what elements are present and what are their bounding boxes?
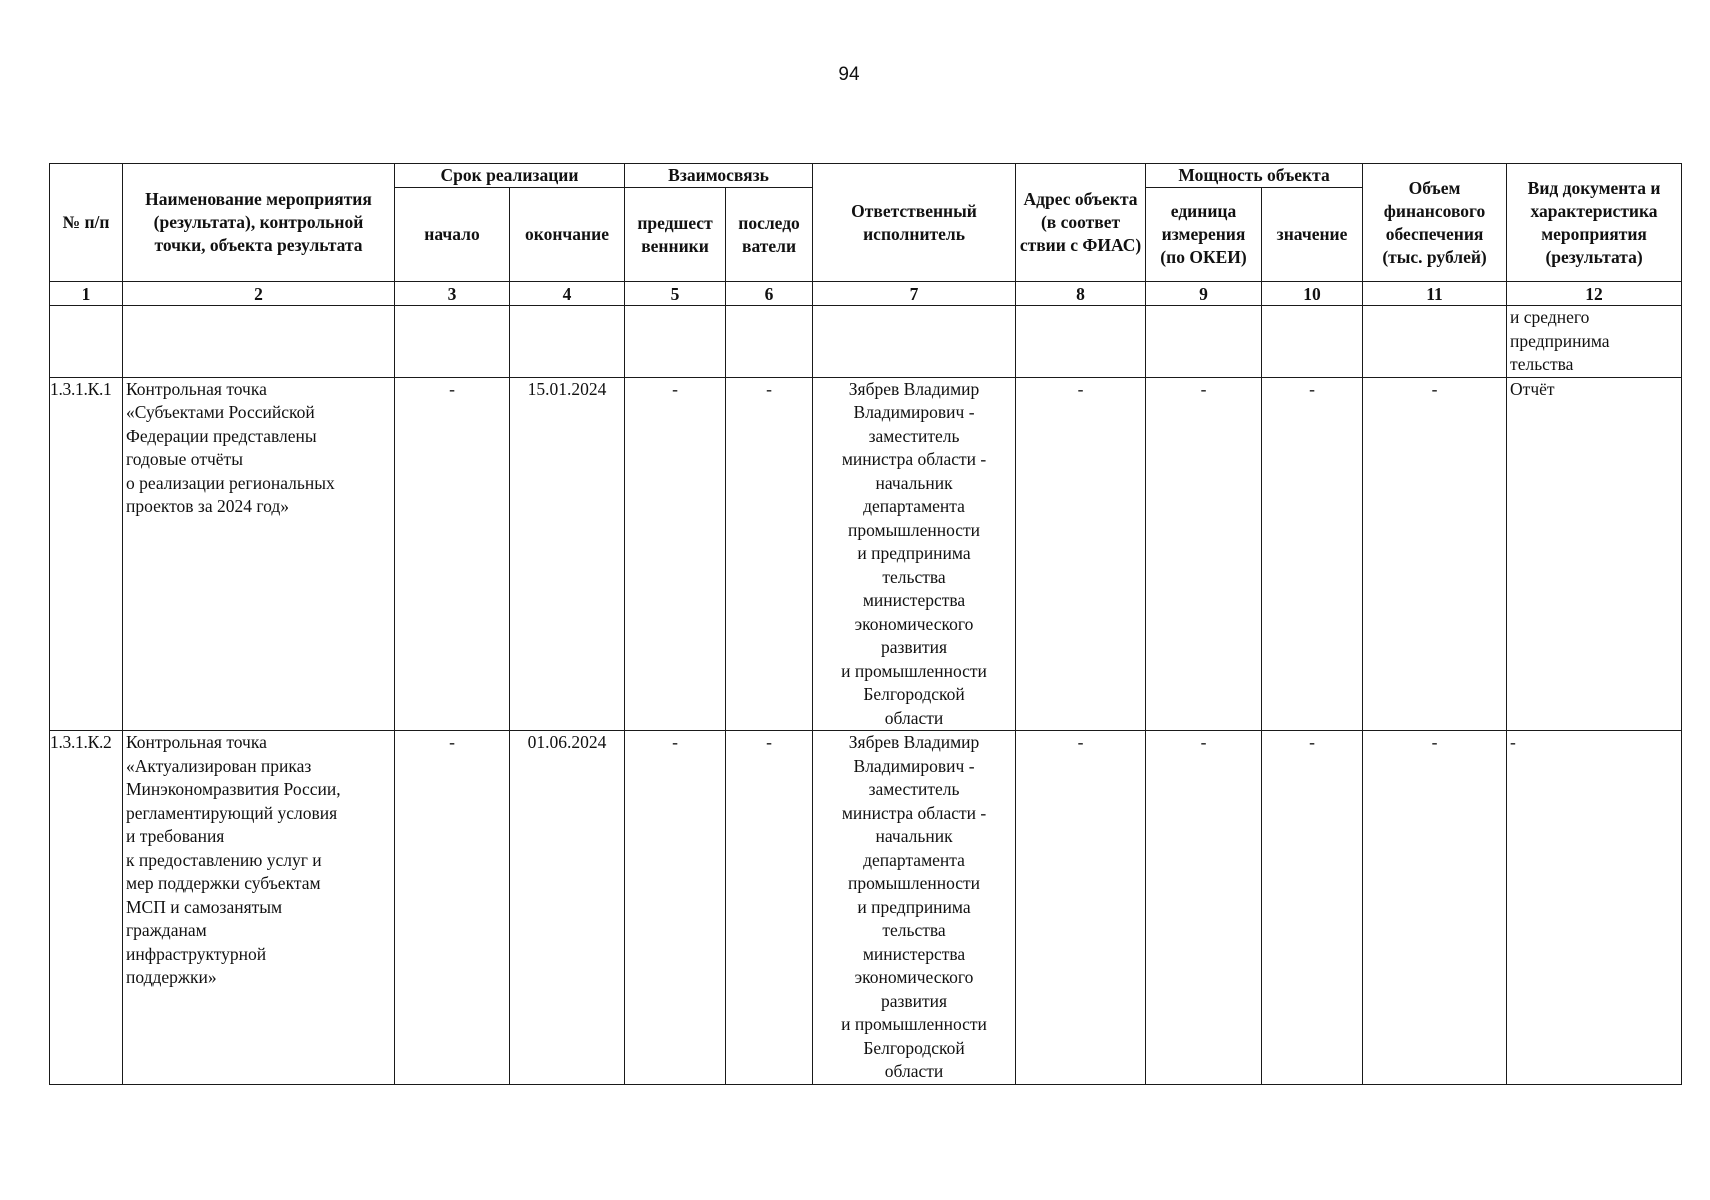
row-name: Контрольная точка «Актуализирован приказ Минэкономразвития России, регламентирующий условия и требования к предоставлению услуг и мер поддержки субъектам МСП и самозанятым гражданам инфраструктурной поддержки» bbox=[123, 731, 395, 1085]
row-start: - bbox=[395, 731, 510, 1085]
row-value: - bbox=[1262, 731, 1363, 1085]
table-header bbox=[50, 164, 1682, 306]
continuation-row bbox=[50, 306, 1682, 378]
header-responsible: Ответственный исполнитель bbox=[813, 164, 1016, 282]
column-number: 8 bbox=[1016, 282, 1146, 306]
header-name: Наименование мероприятия (результата), контрольной точки, объекта результата bbox=[123, 164, 395, 282]
continuation-doc-cell: и среднего предпринима тельства bbox=[1507, 306, 1682, 378]
row-doc-type: - bbox=[1507, 731, 1682, 1085]
column-number: 3 bbox=[395, 282, 510, 306]
header-number: № п/п bbox=[50, 164, 123, 282]
plan-table bbox=[49, 163, 1682, 1085]
row-responsible: Зябрев Владимир Владимирович - заместитель министра области - начальник департамента промышленности и предпринима тельства министерства экономического развития и промышленности Белгородской области bbox=[813, 731, 1016, 1085]
header-link-group: Взаимосвязь bbox=[625, 164, 813, 188]
row-finance: - bbox=[1363, 731, 1507, 1085]
row-finance: - bbox=[1363, 377, 1507, 731]
header-value: значение bbox=[1262, 188, 1363, 282]
column-number: 5 bbox=[625, 282, 726, 306]
row-responsible: Зябрев Владимир Владимирович - заместитель министра области - начальник департамента промышленности и предпринима тельства министерства экономического развития и промышленности Белгородской области bbox=[813, 377, 1016, 731]
page-number: 94 bbox=[838, 64, 860, 85]
row-start: - bbox=[395, 377, 510, 731]
header-predecessors: предшест венники bbox=[625, 188, 726, 282]
row-predecessors: - bbox=[625, 377, 726, 731]
row-end: 01.06.2024 bbox=[510, 731, 625, 1085]
column-number: 10 bbox=[1262, 282, 1363, 306]
row-unit: - bbox=[1146, 731, 1262, 1085]
row-name: Контрольная точка «Субъектами Российской Федерации представлены годовые отчёты о реализации региональных проектов за 2024 год» bbox=[123, 377, 395, 731]
row-successors: - bbox=[726, 377, 813, 731]
column-number: 11 bbox=[1363, 282, 1507, 306]
column-number-row bbox=[50, 282, 1682, 306]
row-value: - bbox=[1262, 377, 1363, 731]
table-row bbox=[50, 377, 1682, 731]
header-power-group: Мощность объекта bbox=[1146, 164, 1363, 188]
table-row bbox=[50, 731, 1682, 1085]
row-successors: - bbox=[726, 731, 813, 1085]
header-address: Адрес объекта (в соответ ствии с ФИАС) bbox=[1016, 164, 1146, 282]
row-doc-type: Отчёт bbox=[1507, 377, 1682, 731]
row-end: 15.01.2024 bbox=[510, 377, 625, 731]
row-address: - bbox=[1016, 731, 1146, 1085]
header-end: окончание bbox=[510, 188, 625, 282]
column-number: 6 bbox=[726, 282, 813, 306]
header-term-group: Срок реализации bbox=[395, 164, 625, 188]
column-number: 1 bbox=[50, 282, 123, 306]
row-number: 1.3.1.К.2 bbox=[50, 731, 123, 1085]
header-doc-type: Вид документа и характеристика мероприятия (результата) bbox=[1507, 164, 1682, 282]
row-unit: - bbox=[1146, 377, 1262, 731]
row-predecessors: - bbox=[625, 731, 726, 1085]
column-number: 9 bbox=[1146, 282, 1262, 306]
column-number: 4 bbox=[510, 282, 625, 306]
column-number: 2 bbox=[123, 282, 395, 306]
header-start: начало bbox=[395, 188, 510, 282]
row-number: 1.3.1.К.1 bbox=[50, 377, 123, 731]
column-number: 12 bbox=[1507, 282, 1682, 306]
header-successors: последо ватели bbox=[726, 188, 813, 282]
row-address: - bbox=[1016, 377, 1146, 731]
header-finance: Объем финансового обеспечения (тыс. рублей) bbox=[1363, 164, 1507, 282]
column-number: 7 bbox=[813, 282, 1016, 306]
header-unit: единица измерения (по ОКЕИ) bbox=[1146, 188, 1262, 282]
